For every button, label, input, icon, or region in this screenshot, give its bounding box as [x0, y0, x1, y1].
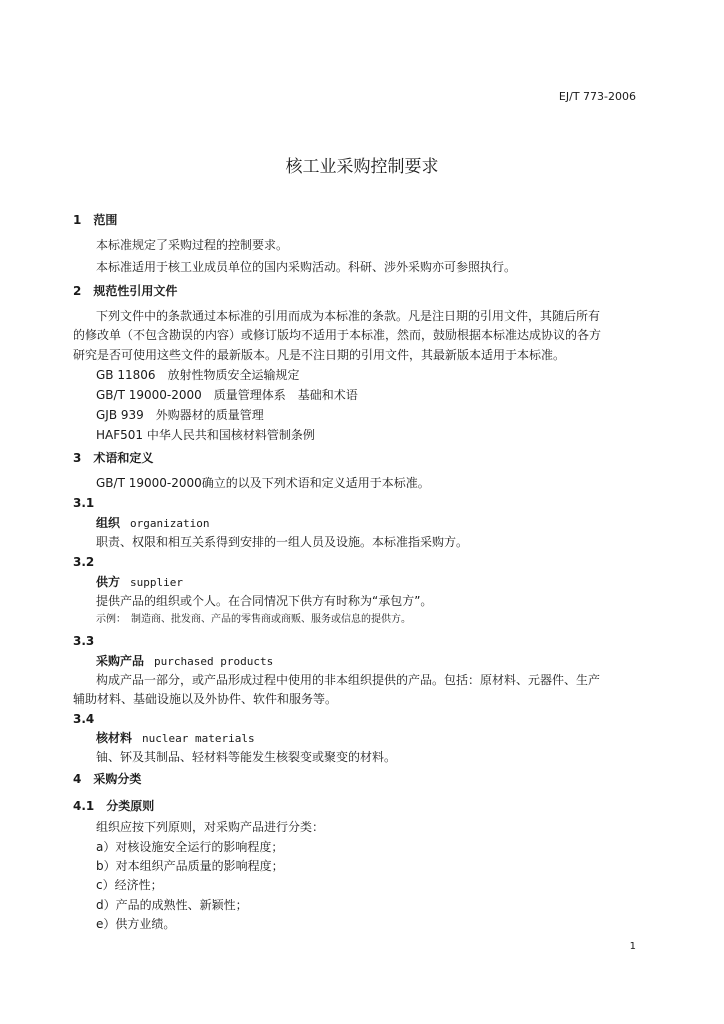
document-code: EJ/T 773-2006	[558, 90, 636, 103]
term-number: 3.2	[73, 555, 95, 569]
term-example: 示例： 制造商、批发商、产品的零售商或商贩、服务或信息的提供方。	[96, 614, 411, 625]
term-en: supplier	[130, 576, 183, 589]
reference-item: HAF501 中华人民共和国核材料管制条例	[96, 428, 315, 442]
section-4-intro: 组织应按下列原则，对采购产品进行分类：	[96, 820, 325, 834]
section-1-para-1: 本标准规定了采购过程的控制要求。	[96, 238, 289, 252]
reference-item: GB 11806 放射性物质安全运输规定	[96, 368, 300, 382]
subsection-4-1-heading: 4.1 分类原则	[73, 799, 155, 813]
section-2-para-line-2: 的修改单（不包含勘误的内容）或修订版均不适用于本标准，然而，鼓励根据本标准达成协议的各方	[73, 328, 602, 342]
section-2-heading: 2 规范性引用文件	[73, 284, 178, 298]
term-number: 3.4	[73, 712, 95, 726]
document-title: 核工业采购控制要求	[285, 157, 439, 177]
term-definition: 提供产品的组织或个人。在合同情况下供方有时称为“承包方”。	[96, 594, 433, 608]
term-en: purchased products	[154, 655, 274, 668]
list-item: d）产品的成熟性、新颖性；	[96, 898, 248, 912]
term-cn: 采购产品	[96, 654, 145, 668]
section-3-intro: GB/T 19000-2000确立的以及下列术语和定义适用于本标准。	[96, 476, 430, 490]
section-1-heading: 1 范围	[73, 213, 118, 227]
list-item: b）对本组织产品质量的影响程度；	[96, 859, 284, 873]
term-number: 3.3	[73, 634, 95, 648]
term-entry-purchased-products	[96, 654, 273, 669]
section-2-para-line-1: 下列文件中的条款通过本标准的引用而成为本标准的条款。凡是注日期的引用文件，其随后所有	[96, 309, 601, 323]
list-item: e）供方业绩。	[96, 917, 176, 931]
term-entry-organization	[96, 516, 210, 531]
section-3-heading: 3 术语和定义	[73, 451, 154, 465]
term-cn: 组织	[96, 516, 121, 530]
term-cn: 核材料	[96, 731, 133, 745]
reference-item: GB/T 19000-2000 质量管理体系 基础和术语	[96, 388, 358, 402]
term-entry-supplier	[96, 575, 183, 590]
term-number: 3.1	[73, 496, 95, 510]
reference-item: GJB 939 外购器材的质量管理	[96, 408, 264, 422]
term-en: nuclear materials	[142, 732, 255, 745]
term-definition: 铀、钚及其制品、轻材料等能发生核裂变或聚变的材料。	[96, 750, 397, 764]
section-2-para-line-3: 研究是否可使用这些文件的最新版本。凡是不注日期的引用文件，其最新版本适用于本标准。	[73, 348, 566, 362]
term-definition-line-2: 辅助材料、基础设施以及外协件、软件和服务等。	[73, 692, 338, 706]
list-item: c）经济性；	[96, 878, 163, 892]
section-4-heading: 4 采购分类	[73, 772, 142, 786]
list-item: a）对核设施安全运行的影响程度；	[96, 840, 284, 854]
term-definition: 职责、权限和相互关系得到安排的一组人员及设施。本标准指采购方。	[96, 535, 469, 549]
term-en: organization	[130, 517, 210, 530]
section-1-para-2: 本标准适用于核工业成员单位的国内采购活动。科研、涉外采购亦可参照执行。	[96, 260, 517, 274]
term-definition-line-1: 构成产品一部分，或产品形成过程中使用的非本组织提供的产品。包括：原材料、元器件、生产	[96, 673, 601, 687]
page-number: 1	[629, 941, 636, 952]
term-entry-nuclear-materials	[96, 731, 255, 746]
term-cn: 供方	[96, 575, 121, 589]
